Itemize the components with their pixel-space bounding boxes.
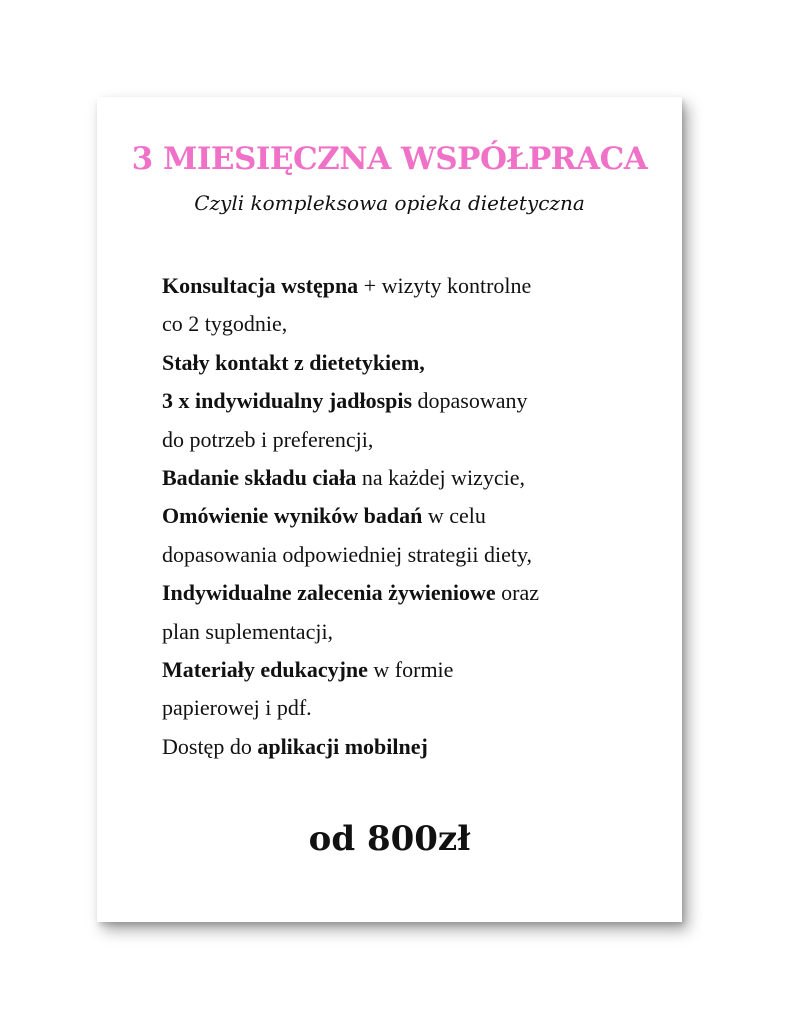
detail-line xyxy=(162,344,662,382)
detail-text: papierowej i pdf. xyxy=(162,695,312,721)
detail-line xyxy=(162,267,662,305)
detail-line xyxy=(162,574,662,612)
detail-text: + wizyty kontrolne xyxy=(358,273,532,298)
detail-text: na każdej wizycie, xyxy=(356,465,525,491)
detail-text: do potrzeb i preferencji, xyxy=(162,426,374,452)
detail-text: w celu xyxy=(422,503,486,529)
detail-bold: Stały kontakt z dietetykiem, xyxy=(162,349,425,375)
detail-bold: Konsultacja wstępna xyxy=(162,273,359,298)
detail-line xyxy=(162,382,662,420)
detail-text: dopasowany xyxy=(412,388,528,414)
detail-text: plan suplementacji, xyxy=(162,618,334,644)
detail-bold: aplikacji mobilnej xyxy=(257,733,428,759)
detail-line xyxy=(162,421,662,459)
offer-details-list xyxy=(162,267,662,766)
detail-bold: Indywidualne zalecenia żywieniowe xyxy=(162,580,496,606)
detail-line xyxy=(162,497,662,535)
offer-subtitle: Czyli kompleksowa opieka dietetyczna xyxy=(194,191,585,215)
detail-bold: Badanie składu ciała xyxy=(162,465,357,491)
detail-line xyxy=(162,613,662,651)
detail-line xyxy=(162,459,662,497)
offer-title: 3 MIESIĘCZNA WSPÓŁPRACA xyxy=(131,141,648,177)
detail-text: Dostęp do xyxy=(162,733,258,759)
detail-text: w formie xyxy=(367,657,454,683)
offer-price: od 800zł xyxy=(308,819,471,859)
detail-line xyxy=(162,689,662,727)
detail-text: dopasowania odpowiedniej strategii diety, xyxy=(162,541,533,567)
detail-text: co 2 tygodnie, xyxy=(162,311,288,337)
detail-line xyxy=(162,305,662,343)
detail-bold: 3 x indywidualny jadłospis xyxy=(162,388,413,414)
detail-line xyxy=(162,651,662,689)
detail-text: oraz xyxy=(495,580,540,606)
offer-card xyxy=(97,97,682,922)
detail-line xyxy=(162,728,662,766)
detail-bold: Materiały edukacyjne xyxy=(162,657,368,683)
detail-line xyxy=(162,536,662,574)
detail-bold: Omówienie wyników badań xyxy=(162,503,423,529)
